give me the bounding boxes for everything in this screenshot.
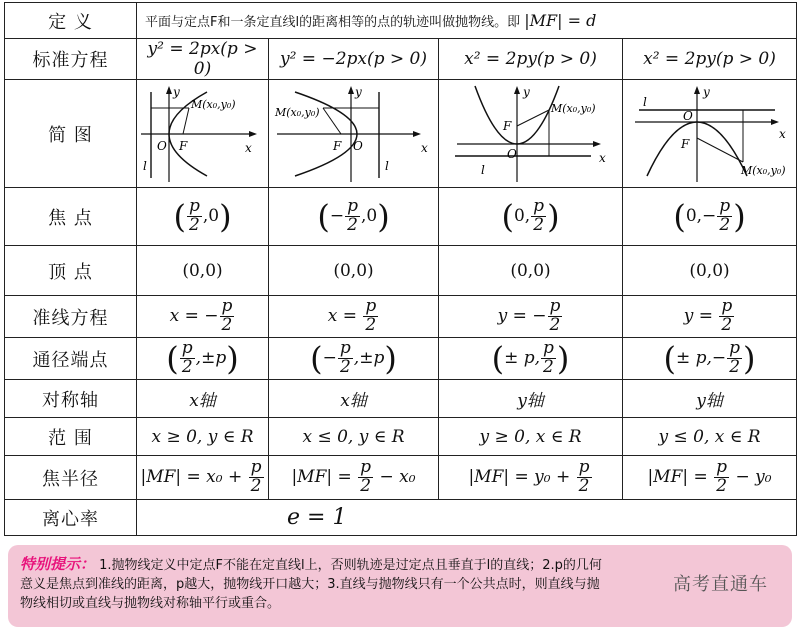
graph-up-opening — [441, 82, 621, 186]
focal-segment — [697, 138, 743, 162]
focus-1: ( $\frac{p}{2}$ ,0) — [137, 188, 269, 246]
graph-right-opening — [139, 82, 267, 186]
radius-1: |MF| = x₀ + $\frac{p}{2}$ — [137, 456, 269, 500]
row-focus — [5, 188, 797, 246]
directrix-4: y = $\frac{p}{2}$ — [623, 296, 797, 338]
label-equation: 标准方程 — [5, 39, 137, 80]
axis-3: y轴 — [439, 380, 623, 418]
special-tip-box — [8, 545, 792, 627]
label-y: y — [173, 84, 180, 99]
label-f: F — [503, 118, 512, 133]
definition-text: 平面与定点F和一条定直线l的距离相等的点的轨迹叫做抛物线。即 — [145, 15, 521, 30]
y-arrow — [166, 86, 172, 94]
vertex-1: (0,0) — [137, 246, 269, 296]
row-range — [5, 418, 797, 456]
label-f: F — [179, 138, 188, 153]
directrix-1: x = − $\frac{p}{2}$ — [137, 296, 269, 338]
label-vertex: 顶 点 — [5, 246, 137, 296]
definition-formula: |MF| = d — [524, 11, 597, 30]
focal-segment — [183, 108, 189, 134]
label-o: O — [683, 108, 693, 123]
range-2: x ≤ 0, y ∈ R — [269, 418, 439, 456]
label-graph: 简 图 — [5, 80, 137, 188]
axis-2: x轴 — [269, 380, 439, 418]
label-m: M(x₀,y₀) — [551, 101, 596, 115]
label-directrix: 准线方程 — [5, 296, 137, 338]
focal-segment — [323, 108, 341, 134]
label-x: x — [599, 150, 606, 165]
radius-2: |MF| = $\frac{p}{2}$ − x₀ — [269, 456, 439, 500]
vertex-2: (0,0) — [269, 246, 439, 296]
tip-text: 1.抛物线定义中定点F不能在定直线l上，否则轨迹是过定点且垂直于l的直线；2.p的几何意义是焦点到准线的距离，p越大，抛物线开口越大；3.直线与抛物线只有一个公共点时，则直线与抛物线相切或直线与抛物线对称轴平行或重合。 — [20, 558, 602, 611]
parabola-table — [4, 2, 796, 536]
focus-4: (0,− $\frac{p}{2}$ ) — [623, 188, 797, 246]
latus-3: (± p, $\frac{p}{2}$ ) — [439, 338, 623, 380]
range-4: y ≤ 0, x ∈ R — [623, 418, 797, 456]
label-m: M(x₀,y₀) — [191, 97, 236, 111]
equation-1: y² = 2px(p > 0) — [137, 39, 269, 80]
label-l: l — [481, 162, 485, 177]
label-x: x — [779, 126, 786, 141]
range-1: x ≥ 0, y ∈ R — [137, 418, 269, 456]
row-axis — [5, 380, 797, 418]
x-arrow — [771, 119, 779, 125]
graph-down-opening — [625, 82, 795, 186]
label-f: F — [681, 136, 690, 151]
axis-4: y轴 — [623, 380, 797, 418]
row-vertex — [5, 246, 797, 296]
graph-left-opening — [271, 82, 437, 186]
label-y: y — [355, 84, 362, 99]
vertex-3: (0,0) — [439, 246, 623, 296]
equation-4: x² = 2py(p > 0) — [623, 39, 797, 80]
focus-3: (0, $\frac{p}{2}$ ) — [439, 188, 623, 246]
row-radius — [5, 456, 797, 500]
vertex-4: (0,0) — [623, 246, 797, 296]
label-radius: 焦半径 — [5, 456, 137, 500]
label-y: y — [703, 84, 710, 99]
y-arrow — [694, 86, 700, 94]
row-eccentricity — [5, 500, 797, 536]
axis-1: x轴 — [137, 380, 269, 418]
label-eccentricity: 离心率 — [5, 500, 137, 536]
row-latus — [5, 338, 797, 380]
label-x: x — [245, 140, 252, 155]
label-m: M(x₀,y₀) — [741, 163, 786, 177]
label-axis: 对称轴 — [5, 380, 137, 418]
row-graph — [5, 80, 797, 188]
focal-segment — [517, 110, 549, 126]
x-arrow — [413, 131, 421, 137]
label-o: O — [353, 138, 363, 153]
range-3: y ≥ 0, x ∈ R — [439, 418, 623, 456]
latus-2: (− $\frac{p}{2}$ ,±p) — [269, 338, 439, 380]
row-equation — [5, 39, 797, 80]
label-l: l — [143, 158, 147, 173]
label-l: l — [643, 94, 647, 109]
directrix-3: y = − $\frac{p}{2}$ — [439, 296, 623, 338]
brand-watermark: 高考直通车 — [673, 574, 768, 595]
label-f: F — [333, 138, 342, 153]
equation-2: y² = −2px(p > 0) — [269, 39, 439, 80]
label-definition: 定 义 — [5, 3, 137, 39]
label-m: M(x₀,y₀) — [275, 105, 320, 119]
label-latus: 通径端点 — [5, 338, 137, 380]
row-directrix — [5, 296, 797, 338]
label-l: l — [385, 158, 389, 173]
y-arrow — [348, 86, 354, 94]
label-o: O — [507, 146, 517, 161]
radius-3: |MF| = y₀ + $\frac{p}{2}$ — [439, 456, 623, 500]
label-x: x — [421, 140, 428, 155]
label-range: 范 围 — [5, 418, 137, 456]
tip-lead: 特别提示： — [20, 555, 96, 573]
eccentricity-value: e = 1 — [137, 500, 797, 536]
focus-2: (− $\frac{p}{2}$ ,0) — [269, 188, 439, 246]
directrix-2: x = $\frac{p}{2}$ — [269, 296, 439, 338]
latus-4: (± p,− $\frac{p}{2}$ ) — [623, 338, 797, 380]
label-focus: 焦 点 — [5, 188, 137, 246]
y-arrow — [514, 86, 520, 94]
row-definition — [5, 3, 797, 39]
x-arrow — [593, 141, 601, 147]
radius-4: |MF| = $\frac{p}{2}$ − y₀ — [623, 456, 797, 500]
x-arrow — [249, 131, 257, 137]
label-y: y — [523, 84, 530, 99]
label-o: O — [157, 138, 167, 153]
latus-1: ( $\frac{p}{2}$ ,±p) — [137, 338, 269, 380]
equation-3: x² = 2py(p > 0) — [439, 39, 623, 80]
